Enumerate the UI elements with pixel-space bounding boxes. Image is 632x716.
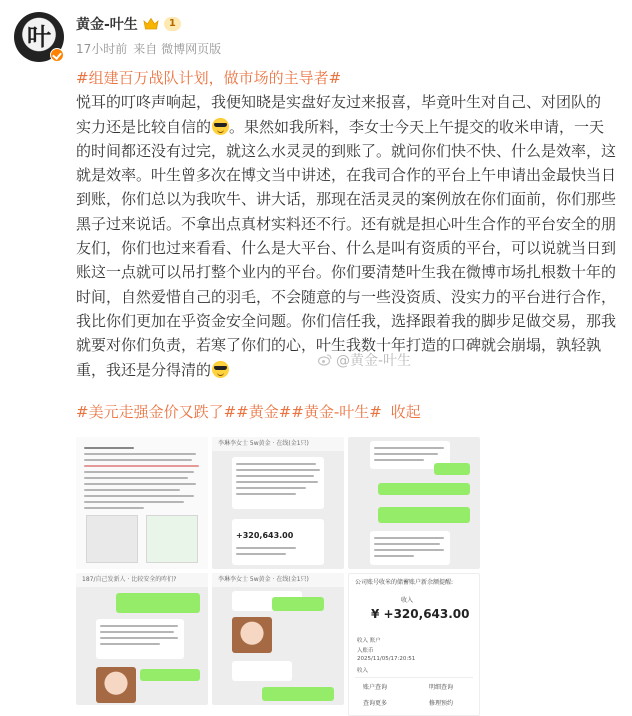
post-source: 来自 微博网页版 bbox=[133, 42, 222, 56]
author-row bbox=[76, 14, 181, 34]
body-text-segment: 重，我还是分得清的 bbox=[76, 360, 212, 379]
body-line bbox=[76, 115, 616, 139]
notice-button: 查询更多 bbox=[363, 700, 388, 707]
notice-header: 公司账号收米的储蓄账户新余额提醒: bbox=[355, 579, 454, 586]
chat-bubble-sent bbox=[434, 463, 470, 475]
notice-row: 2025/11/05/17:20:51 bbox=[357, 656, 416, 662]
text-line bbox=[84, 471, 194, 473]
text-line bbox=[84, 477, 188, 479]
chat-header: 李琳李女士 5w黄金 · 在线(金1只) bbox=[212, 573, 344, 587]
chat-bubble-sent bbox=[272, 597, 324, 611]
body-text-segment: 实力还是比较自信的 bbox=[76, 117, 212, 136]
notice-row: 收入 bbox=[357, 668, 369, 674]
crown-icon bbox=[143, 17, 159, 31]
notice-amount: ¥ +320,643.00 bbox=[371, 607, 470, 621]
weibo-logo-icon bbox=[318, 354, 332, 366]
level-badge[interactable]: 1 bbox=[164, 17, 181, 31]
notice-button: 账户查询 bbox=[363, 684, 388, 691]
text-line bbox=[374, 447, 444, 449]
text-line bbox=[374, 543, 440, 545]
body-text-segment: 。果然如我所料，李女士今天上午提交的收米申请，一天 bbox=[229, 117, 605, 136]
chat-bubble-sent bbox=[378, 507, 470, 523]
text-line bbox=[236, 481, 318, 483]
text-line bbox=[100, 643, 160, 645]
image-thumbnail-4[interactable] bbox=[76, 573, 208, 705]
topic-link[interactable]: #组建百万战队计划，做市场的主导者# bbox=[76, 69, 342, 87]
photo-sticker bbox=[232, 617, 272, 653]
text-line bbox=[236, 475, 314, 477]
text-line bbox=[374, 459, 424, 461]
text-line bbox=[84, 465, 199, 467]
tags-line bbox=[76, 400, 421, 424]
post-body bbox=[76, 66, 616, 382]
text-line bbox=[84, 483, 196, 485]
notice-button: 修理预约 bbox=[429, 700, 454, 707]
screenshot-box bbox=[146, 515, 198, 563]
collapse-link[interactable]: 收起 bbox=[390, 403, 421, 421]
body-line: 悦耳的叮咚声响起，我便知晓是实盘好友过来报喜，毕竟叶生对自己、对团队的 bbox=[76, 93, 602, 112]
chat-bubble-sent bbox=[140, 669, 200, 681]
text-line bbox=[100, 637, 178, 639]
notice-row: 入账币 bbox=[357, 648, 374, 654]
text-line bbox=[84, 459, 192, 461]
text-line bbox=[236, 547, 296, 549]
body-line: 时间，自然爱惜自己的羽毛，不会随意的与一些没资质、没实力的平台进行合作， bbox=[76, 287, 617, 306]
image-thumbnail-5[interactable] bbox=[212, 573, 344, 705]
chat-bubble bbox=[232, 519, 324, 565]
photo-sticker bbox=[96, 667, 136, 703]
body-line: 到账，你们总以为我吹牛、讲大话，那现在活灵灵的案例放在你们面前，你们那些 bbox=[76, 190, 617, 209]
tag-link[interactable]: #黄金-叶生# bbox=[291, 403, 382, 421]
tag-link[interactable]: #黄金# bbox=[236, 403, 292, 421]
text-line bbox=[236, 469, 320, 471]
image-thumbnail-3[interactable] bbox=[348, 437, 480, 569]
body-line: 的时间都还没有过完，就这么水灵灵的到账了。就问你们快不快、什么是效率，这 bbox=[76, 141, 617, 160]
notice-label: 收入 bbox=[401, 597, 414, 604]
text-line bbox=[84, 447, 134, 449]
body-line: 账这一点就可以吊打整个业内的平台。你们要清楚叶生我在微博市场扎根数十年的 bbox=[76, 263, 617, 282]
text-line bbox=[236, 487, 306, 489]
chat-bubble bbox=[232, 661, 292, 681]
body-line: 友们，你们也过来看看、什么是大平台、什么是叫有资质的平台，可以说就当日到 bbox=[76, 239, 617, 258]
chat-header: 187/自己发新人 · 比较安全的咋们? bbox=[76, 573, 208, 587]
watermark-text: @黄金-叶生 bbox=[336, 353, 412, 369]
body-line: 就要对你们负责，若寒了你们的心，叶生我数十年打造的口碑就会崩塌，孰轻孰 bbox=[76, 336, 602, 355]
text-line bbox=[100, 625, 178, 627]
text-line bbox=[84, 453, 196, 455]
tag-link[interactable]: #美元走强金价又跌了# bbox=[76, 403, 237, 421]
body-line: 黑子过来说话。不拿出点真材实料还不行。还有就是担心叶生合作的平台安全的朋 bbox=[76, 214, 617, 233]
image-thumbnail-2[interactable] bbox=[212, 437, 344, 569]
text-line bbox=[374, 555, 414, 557]
chat-bubble-sent bbox=[262, 687, 334, 701]
text-line bbox=[374, 537, 444, 539]
divider bbox=[355, 677, 473, 678]
body-line: 就是效率。叶生曾多次在博文当中讲述，在我司合作的平台上午申请出金最快当日 bbox=[76, 166, 617, 185]
chat-bubble-sent bbox=[378, 483, 470, 495]
chat-header: 李琳李女士 5w黄金 · 在线(金1只) bbox=[212, 437, 344, 451]
verified-badge-icon bbox=[50, 48, 64, 62]
post-meta bbox=[76, 40, 221, 57]
text-line bbox=[100, 631, 174, 633]
post-header bbox=[0, 0, 632, 66]
screenshot-box bbox=[86, 515, 138, 563]
text-line bbox=[236, 463, 316, 465]
image-thumbnail-1[interactable] bbox=[76, 437, 208, 569]
cool-sunglasses-emoji-icon bbox=[212, 361, 229, 378]
author-name[interactable]: 黄金-叶生 bbox=[76, 17, 138, 33]
text-line bbox=[236, 493, 296, 495]
post-time[interactable]: 17小时前 bbox=[76, 42, 128, 56]
text-line bbox=[84, 495, 194, 497]
image-thumbnail-6[interactable] bbox=[348, 573, 480, 716]
notice-row: 收入 账户 bbox=[357, 638, 381, 644]
text-line bbox=[374, 453, 438, 455]
text-line bbox=[374, 549, 444, 551]
transfer-amount: +320,643.00 bbox=[236, 531, 294, 540]
text-line bbox=[84, 507, 144, 509]
text-line bbox=[236, 553, 286, 555]
text-line bbox=[84, 489, 180, 491]
text-line bbox=[84, 501, 184, 503]
chat-bubble-sent bbox=[116, 593, 200, 613]
avatar-glyph: 叶 bbox=[27, 22, 51, 51]
watermark bbox=[318, 350, 411, 370]
cool-sunglasses-emoji-icon bbox=[212, 118, 229, 135]
body-line: 我比你们更加在乎资金安全问题。你们信任我，选择跟着我的脚步足做交易，那我 bbox=[76, 311, 617, 330]
notice-button: 明细查询 bbox=[429, 684, 454, 691]
